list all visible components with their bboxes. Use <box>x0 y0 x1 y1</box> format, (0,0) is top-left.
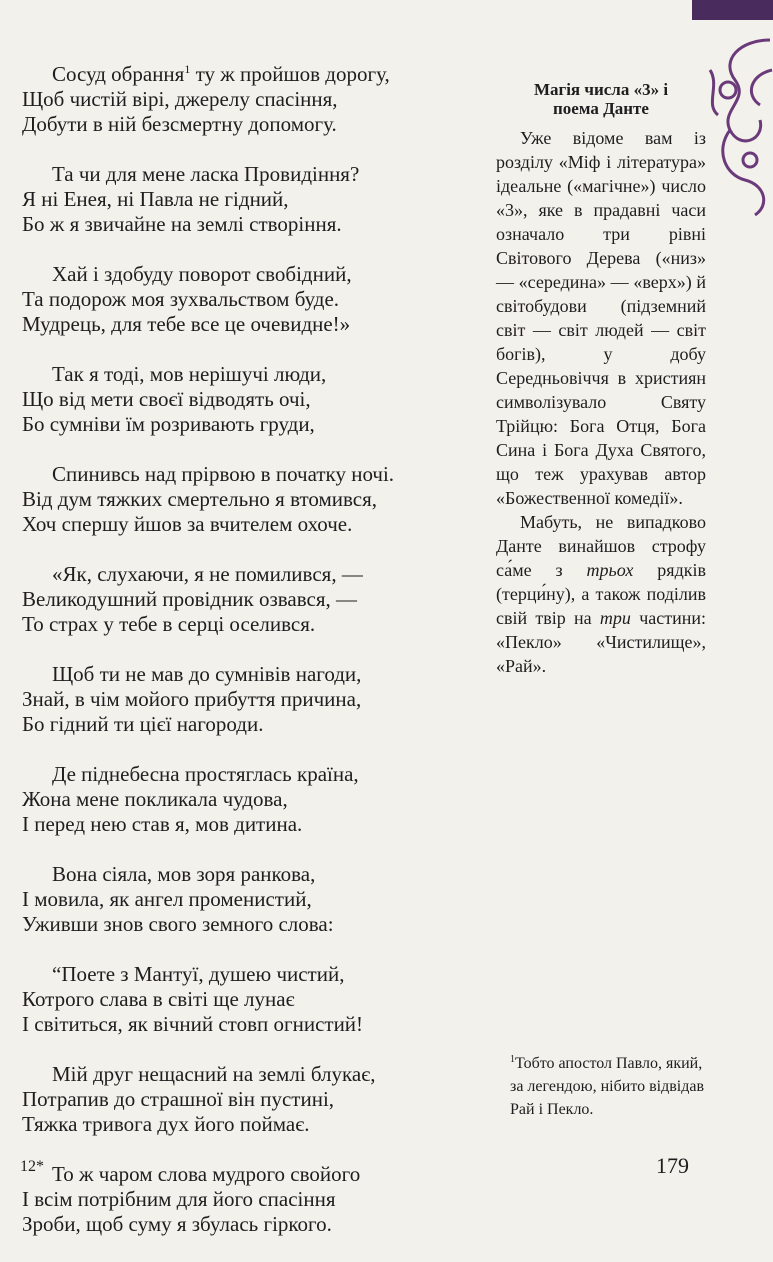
stanza <box>22 1062 472 1137</box>
sidebar-title-line: поема Данте <box>553 99 649 118</box>
poem-line: Щоб ти не мав до сумнівів нагоди, <box>52 662 362 686</box>
stanza <box>22 962 472 1037</box>
poem-line: Бо ж я звичайне на землі створіння. <box>22 212 342 236</box>
corner-color-bar <box>692 0 773 20</box>
stanza <box>22 262 472 337</box>
poem-line: Сосуд обрання <box>52 62 185 86</box>
poem-line: Знай, в чім мойого прибуття причина, <box>22 687 362 711</box>
poem-line: «Як, слухаючи, я не помилився, — <box>52 562 363 586</box>
poem-line: І перед нею став я, мов дитина. <box>22 812 303 836</box>
footnote-marker: 1 <box>510 1054 515 1065</box>
poem-line: Потрапив до страшної він пустині, <box>22 1087 335 1111</box>
poem-line: Так я тоді, мов нерішучі люди, <box>52 362 327 386</box>
stanza <box>22 762 472 837</box>
poem-line: Зроби, щоб суму я збулась гіркого. <box>22 1212 332 1236</box>
poem-line: І всім потрібним для його спасіння <box>22 1187 336 1211</box>
poem-line: Спинивсь над прірвою в початку ночі. <box>52 462 395 486</box>
poem-line: Щоб чистій вірі, джерелу спасіння, <box>22 87 338 111</box>
stanza <box>22 1162 472 1237</box>
poem-line: Хай і здобуду поворот свобідний, <box>52 262 352 286</box>
poem-line: І мовила, як ангел променистий, <box>22 887 312 911</box>
sidebar-paragraph: Мабуть, не випадково Данте винайшов строфу са́ме з трьох рядків (терци́ну), а також поділив свій твір на три частини: «Пекло» «Чистилище», «Рай». <box>496 512 706 676</box>
poem-line: Добути в ній безсмертну допомогу. <box>22 112 337 136</box>
emphasis: трьох <box>586 560 634 580</box>
poem-line: Хоч спершу йшов за вчителем охоче. <box>22 512 353 536</box>
poem-line: Уживши знов свого земного слова: <box>22 912 334 936</box>
poem-line: “Поете з Мантуї, душею чистий, <box>52 962 345 986</box>
stanza <box>22 462 472 537</box>
stanza <box>22 62 472 137</box>
poem-line: Котрого слава в світі ще лунає <box>22 987 295 1011</box>
poem-line: Великодушний провідник озвався, — <box>22 587 358 611</box>
stanza <box>22 862 472 937</box>
poem-line: То ж чаром слова мудрого свойого <box>52 1162 361 1186</box>
poem-line: Від дум тяжких смертельно я втомився, <box>22 487 378 511</box>
poem-line: Тяжка тривога дух його поймає. <box>22 1112 310 1136</box>
sidebar-title <box>496 80 706 118</box>
poem-line: Бо сумніви їм розривають груди, <box>22 412 315 436</box>
stanza <box>22 362 472 437</box>
stanza <box>22 662 472 737</box>
page-number: 179 <box>656 1153 689 1178</box>
stanza <box>22 162 472 237</box>
signature-mark: 12* <box>20 1158 44 1175</box>
poem-line: То страх у тебе в серці оселився. <box>22 612 316 636</box>
sidebar-note <box>496 80 706 678</box>
poem-line: Де піднебесна простяглась країна, <box>52 762 359 786</box>
footnote-text: Тобто апостол Павло, який, за легендою, нібито відвідав Рай і Пекло. <box>510 1055 705 1118</box>
poem-line: І світиться, як вічний стовп огнистий! <box>22 1012 364 1036</box>
poem-line: Бо гідний ти цієї нагороди. <box>22 712 264 736</box>
sidebar-title-line: Магія числа «3» і <box>533 80 669 99</box>
stanza <box>22 562 472 637</box>
poem-line: Мій друг нещасний на землі блукає, <box>52 1062 376 1086</box>
poem-line: Я ні Енея, ні Павла не гідний, <box>22 187 289 211</box>
footnote-ref: 1 <box>184 62 191 76</box>
poem-line: Що від мети своєї відводять очі, <box>22 387 311 411</box>
poem-line: Жона мене покликала чудова, <box>22 787 288 811</box>
poem-line: Та чи для мене ласка Провидіння? <box>52 162 360 186</box>
poem-line: Та подорож моя зухвальством буде. <box>22 287 340 311</box>
poem-line: Вона сіяла, мов зоря ранкова, <box>52 862 316 886</box>
emphasis: три <box>599 608 631 628</box>
poem-line: ту ж пройшов дорогу, <box>190 62 390 86</box>
footnote <box>510 1052 710 1121</box>
poem-line: Мудрець, для тебе все це очевидне!» <box>22 312 351 336</box>
poem-text <box>22 62 472 1262</box>
ornament-icon <box>700 30 773 220</box>
sidebar-paragraph: Уже відоме вам із розділу «Міф і література» ідеальне («магічне») число «3», яке в прадавні часи означало три рівні Світового Дерева («низ» — «середина» — «верх») й світобудови (підземний світ — світ людей — світ богів), у добу Середньовіччя в християн символізувало Святу Трійцю: Бога Отця, Бога Сина і Бога Духа Святого, що теж урахував автор «Божественної комедії». <box>496 128 706 508</box>
